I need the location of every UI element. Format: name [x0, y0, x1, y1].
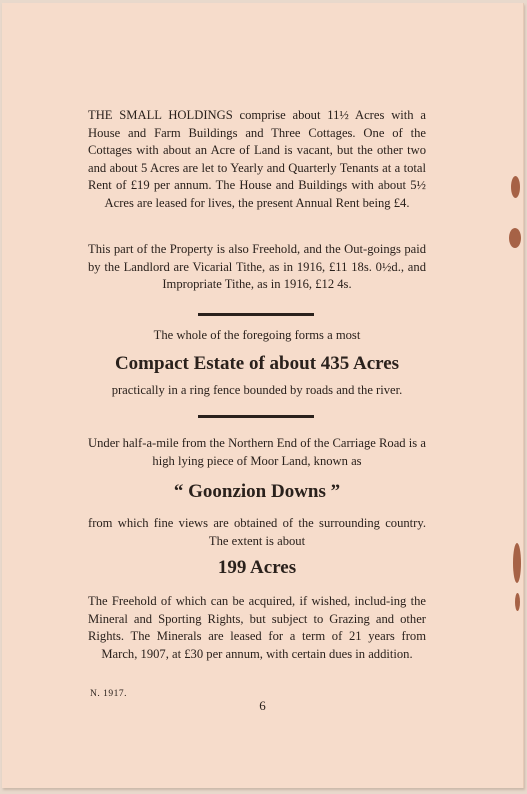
compact-estate-heading: Compact Estate of about 435 Acres	[114, 353, 400, 374]
views-paragraph: from which fine views are obtained of the surrounding country. The extent is about	[88, 516, 426, 548]
divider-rule-2	[198, 415, 314, 418]
rust-stain-3	[513, 543, 521, 583]
divider-rule-1	[198, 313, 314, 316]
freehold-rights-paragraph: The Freehold of which can be acquired, if wished, includ-ing the Mineral and Sporting Rights, but subject to Grazing and other Rights. The Minerals are leased for a term of 21 years from March, 1907, at £30 per annum, with certain dues in addition.	[88, 594, 426, 661]
acres-heading: 199 Acres	[217, 557, 297, 578]
rust-stain-1	[511, 176, 520, 198]
page-number: 6	[259, 698, 266, 713]
printer-mark: N. 1917.	[90, 689, 127, 699]
goonzion-downs-heading: “ Goonzion Downs ”	[173, 481, 341, 502]
rust-stain-4	[515, 593, 520, 611]
foregoing-line: The whole of the foregoing forms a most	[153, 328, 361, 342]
ring-fence-line: practically in a ring fence bounded by roads and the river.	[111, 383, 403, 397]
moor-land-paragraph: Under half-a-mile from the Northern End of the Carriage Road is a high lying piece of Moor Land, known as	[88, 436, 426, 468]
small-holdings-paragraph: THE SMALL HOLDINGS comprise about 11½ Acres with a House and Farm Buildings and Three Cottages. One of the Cottages with about an Acre of Land is vacant, but the other two and about 5 Acres are let to Yearly and Quarterly Tenants at a total Rent of £19 per annum. The House and Buildings with about 5½ Acres are leased for lives, the present Annual Rent being £4.	[88, 108, 426, 210]
rust-stain-2	[509, 228, 521, 248]
freehold-outgoings-paragraph: This part of the Property is also Freehold, and the Out-goings paid by the Landlord are Vicarial Tithe, as in 1916, £11 18s. 0½d., and Impropriate Tithe, as in 1916, £12 4s.	[88, 242, 426, 292]
document-page	[2, 3, 524, 788]
